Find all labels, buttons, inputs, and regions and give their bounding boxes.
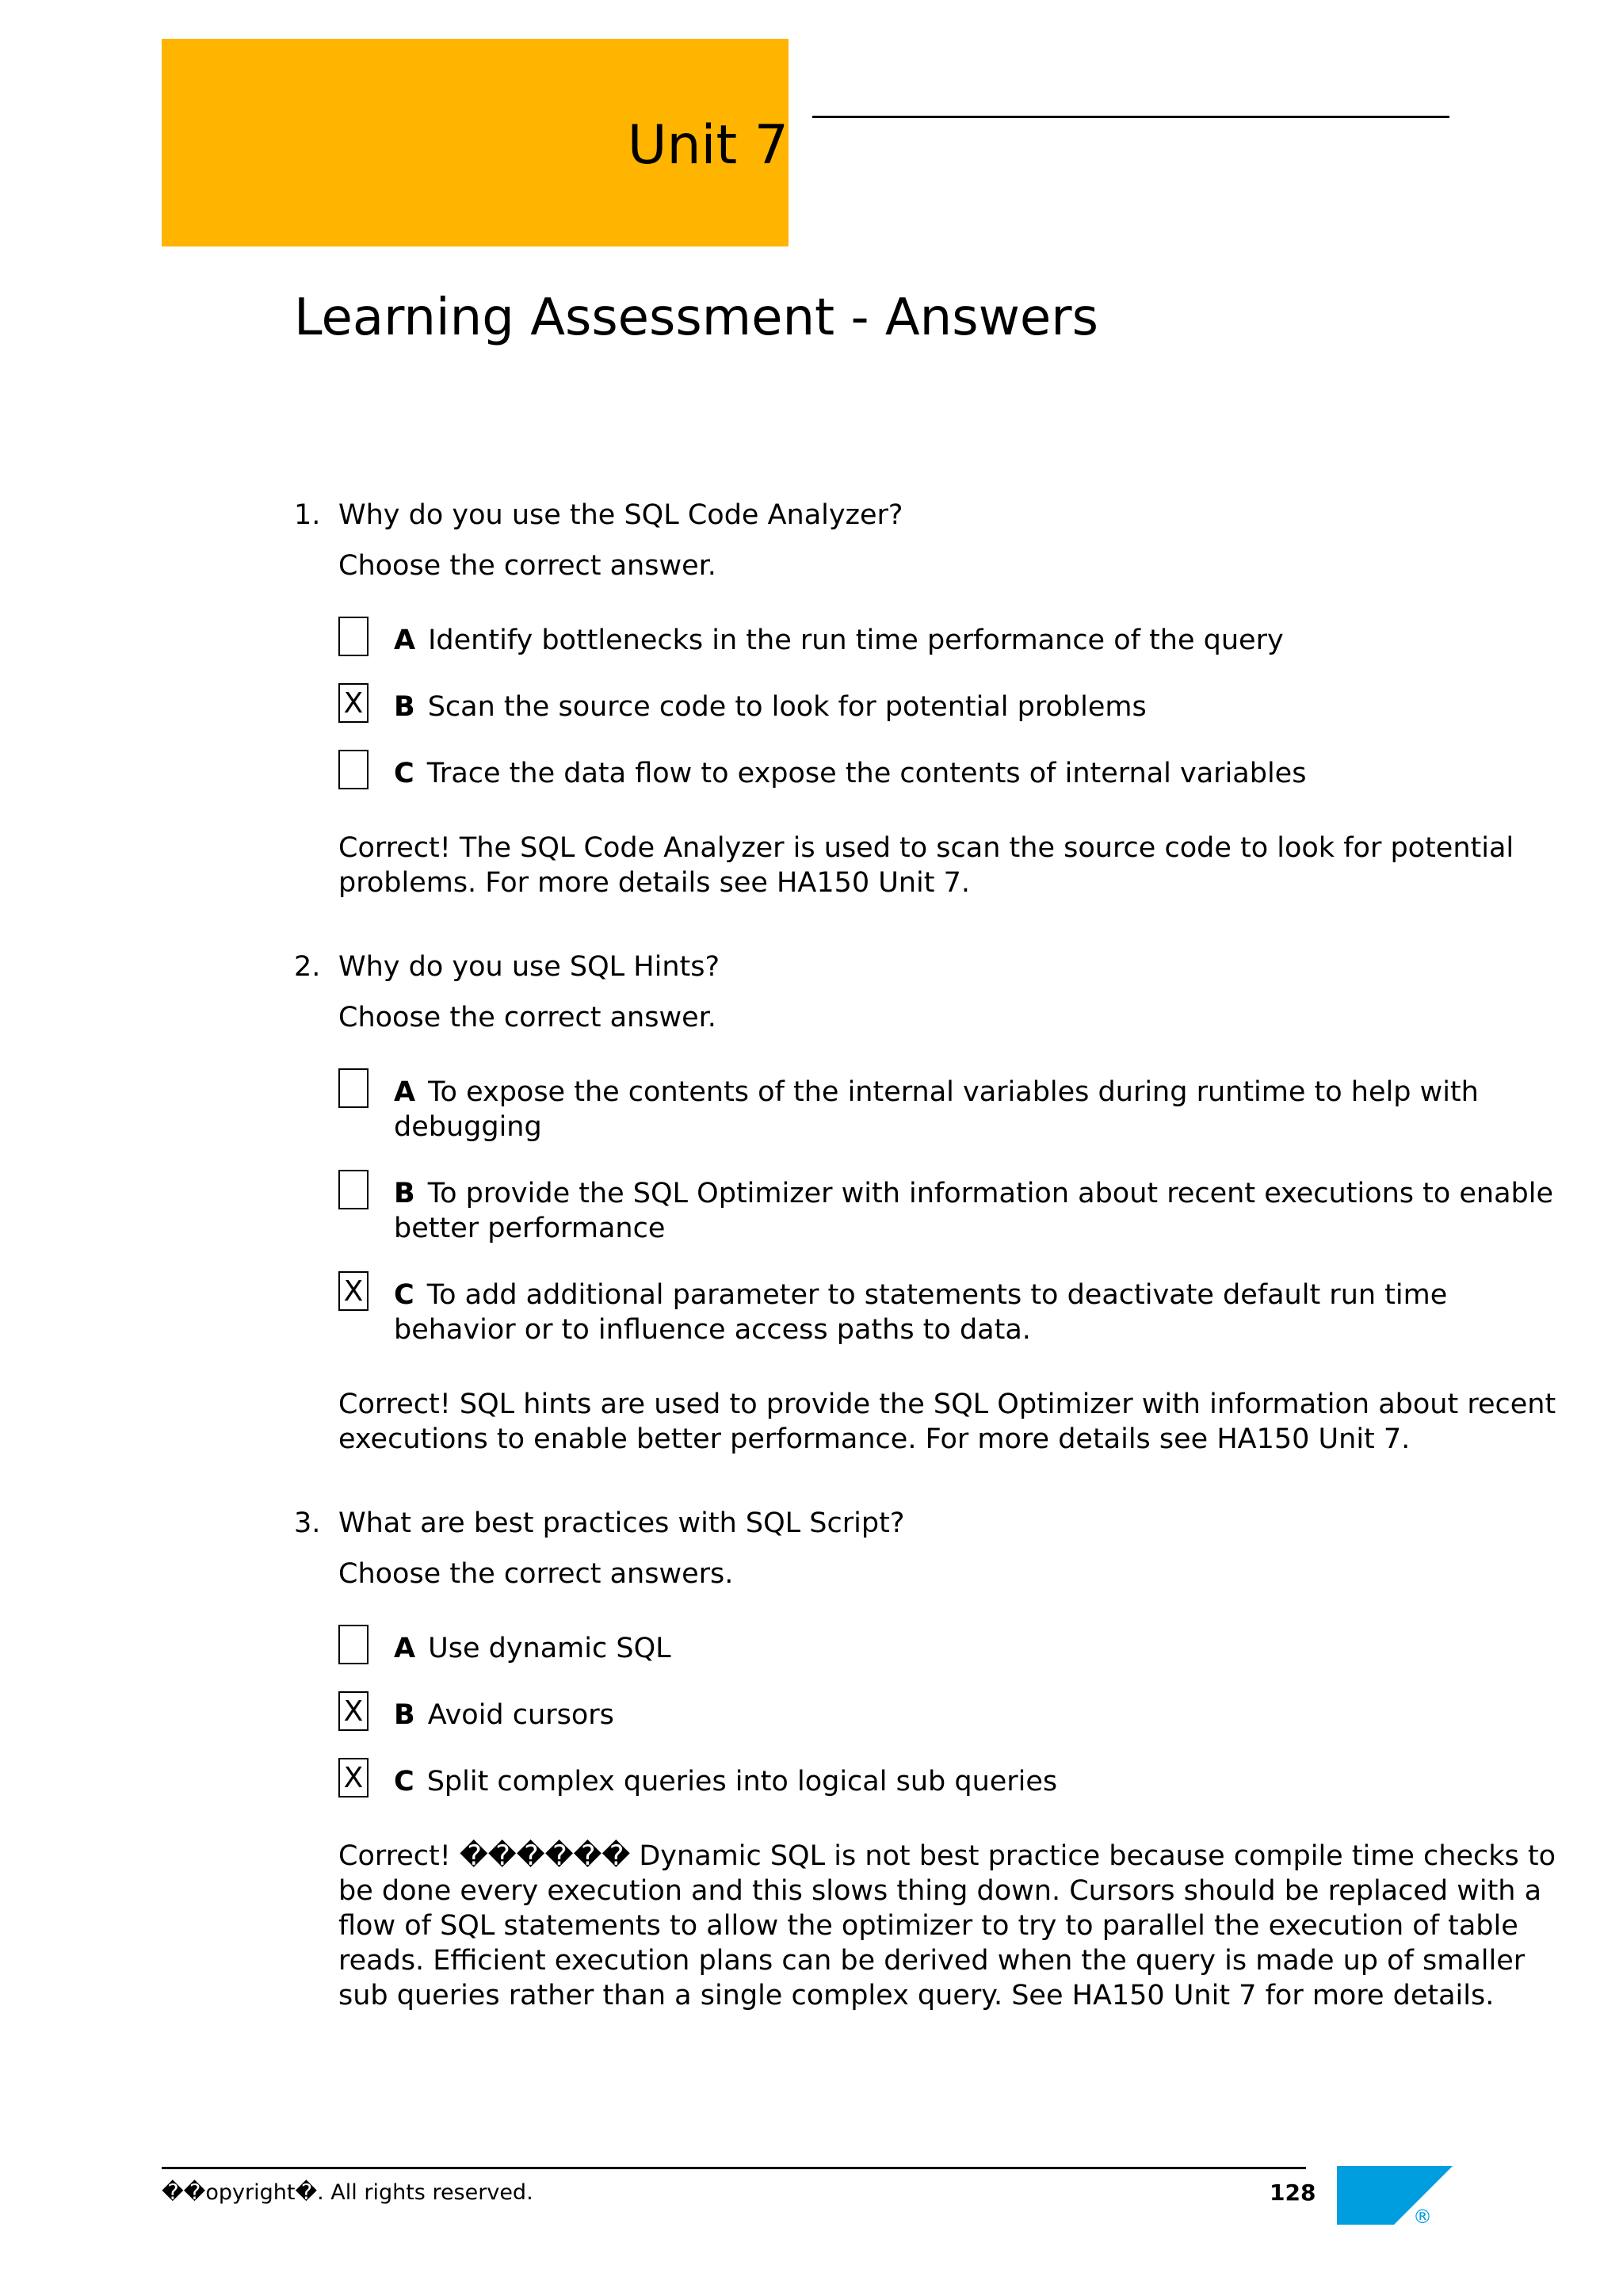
answer-checkbox[interactable]: X — [338, 1271, 369, 1311]
logo-registered-mark: ® — [1413, 2206, 1432, 2225]
unit-banner — [162, 39, 789, 246]
option-letter: C — [394, 1766, 414, 1797]
footer-rule — [162, 2167, 1306, 2169]
logo-shape — [1337, 2166, 1453, 2225]
answer-option-b — [338, 1695, 1578, 1733]
option-text: To expose the contents of the internal variables during runtime to help with debugging — [394, 1076, 1479, 1143]
question-stem — [294, 1506, 1578, 1541]
option-body — [394, 1278, 1559, 1347]
answer-option-a — [338, 1075, 1578, 1144]
option-text: To add additional parameter to statements to deactivate default run time behavior or to influence access paths to data. — [394, 1279, 1448, 1346]
answer-option-a — [338, 1631, 1578, 1666]
answer-checkbox[interactable] — [338, 1068, 369, 1108]
option-letter: C — [394, 1279, 414, 1311]
answer-option-c — [338, 1275, 1578, 1347]
option-body — [394, 1075, 1559, 1144]
answer-feedback: Correct! SQL hints are used to provide the SQL Optimizer with information about recent executions to enable better performance. For more details see HA150 Unit 7. — [338, 1389, 1556, 1455]
option-body — [394, 1176, 1559, 1246]
answer-checkbox[interactable] — [338, 1625, 369, 1664]
question-text: Why do you use the SQL Code Analyzer? — [338, 499, 903, 531]
answer-option-c — [338, 1764, 1578, 1799]
option-letter: C — [394, 758, 414, 789]
option-text: Use dynamic SQL — [428, 1633, 671, 1664]
question-instruction: Choose the correct answers. — [338, 1558, 734, 1590]
option-letter: A — [394, 1633, 416, 1664]
option-letter: B — [394, 1178, 415, 1209]
assessment-content — [294, 498, 1578, 2062]
answer-options — [338, 1631, 1578, 1799]
question-number: 1. — [294, 499, 321, 531]
answer-checkbox[interactable] — [338, 617, 369, 656]
question-text: What are best practices with SQL Script? — [338, 1507, 905, 1539]
answer-feedback: Correct! ������ Dynamic SQL is not best practice because compile time checks to be done every execution and this slows thing down. Cursors should be replaced with a flow of SQL statements to allow the optimizer to try to parallel the execution of table reads. Efficient execution plans can be derived when the query is made up of smaller sub queries rather than a single complex query. See HA150 Unit 7 for more details. — [338, 1840, 1556, 2011]
page-title: Learning Assessment - Answers — [294, 288, 1098, 347]
option-text: To provide the SQL Optimizer with information about recent executions to enable better performance — [394, 1178, 1554, 1244]
option-text: Avoid cursors — [427, 1699, 614, 1731]
answer-options — [338, 623, 1578, 791]
question-instruction: Choose the correct answer. — [338, 550, 716, 582]
answer-options — [338, 1075, 1578, 1347]
answer-option-c — [338, 756, 1578, 791]
answer-checkbox[interactable]: X — [338, 1758, 369, 1797]
sap-logo-icon — [1337, 2166, 1453, 2225]
question-number: 3. — [294, 1507, 321, 1539]
question-stem — [294, 949, 1578, 984]
question-number: 2. — [294, 951, 321, 983]
question-1 — [294, 498, 1578, 900]
answer-option-a — [338, 623, 1578, 658]
unit-label: Unit 7 — [627, 114, 789, 177]
answer-checkbox[interactable] — [338, 750, 369, 789]
option-letter: B — [394, 691, 415, 723]
option-letter: B — [394, 1699, 415, 1731]
question-2 — [294, 949, 1578, 1457]
answer-checkbox[interactable]: X — [338, 683, 369, 723]
answer-option-b — [338, 687, 1578, 724]
question-stem — [294, 498, 1578, 533]
copyright-notice: ��opyright�. All rights reserved. — [162, 2180, 533, 2205]
question-text: Why do you use SQL Hints? — [338, 951, 720, 983]
question-3 — [294, 1506, 1578, 2013]
option-text: Identify bottlenecks in the run time performance of the query — [428, 625, 1284, 656]
option-text: Scan the source code to look for potential problems — [427, 691, 1147, 723]
answer-feedback: Correct! The SQL Code Analyzer is used to scan the source code to look for potential problems. For more details see HA150 Unit 7. — [338, 832, 1514, 899]
page-number: 128 — [1270, 2179, 1316, 2206]
answer-checkbox[interactable] — [338, 1170, 369, 1209]
question-instruction: Choose the correct answer. — [338, 1002, 716, 1033]
answer-checkbox[interactable]: X — [338, 1691, 369, 1731]
answer-option-b — [338, 1176, 1578, 1246]
option-letter: A — [394, 1076, 416, 1108]
option-text: Split complex queries into logical sub queries — [426, 1766, 1058, 1797]
option-letter: A — [394, 625, 416, 656]
option-text: Trace the data flow to expose the contents of internal variables — [426, 758, 1307, 789]
header-rule — [812, 116, 1449, 118]
